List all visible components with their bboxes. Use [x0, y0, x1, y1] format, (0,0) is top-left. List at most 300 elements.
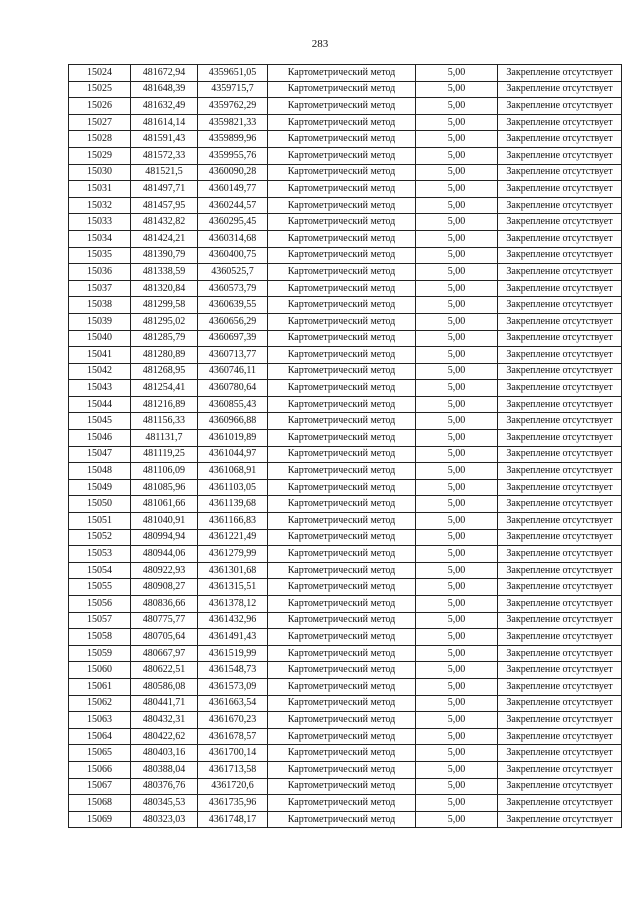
method-cell: Картометрический метод: [268, 712, 416, 729]
point-number-cell: 15032: [69, 197, 131, 214]
x-coordinate-cell: 480775,77: [131, 612, 198, 629]
point-number-cell: 15031: [69, 181, 131, 198]
table-row: [69, 197, 622, 214]
fixing-description-cell: Закрепление отсутствует: [498, 795, 622, 812]
accuracy-cell: 5,00: [416, 65, 498, 82]
point-number-cell: 15044: [69, 396, 131, 413]
method-cell: Картометрический метод: [268, 65, 416, 82]
method-cell: Картометрический метод: [268, 264, 416, 281]
method-cell: Картометрический метод: [268, 479, 416, 496]
method-cell: Картометрический метод: [268, 98, 416, 115]
fixing-description-cell: Закрепление отсутствует: [498, 330, 622, 347]
table-row: [69, 247, 622, 264]
y-coordinate-cell: 4361103,05: [198, 479, 268, 496]
point-number-cell: 15069: [69, 811, 131, 828]
method-cell: Картометрический метод: [268, 678, 416, 695]
method-cell: Картометрический метод: [268, 745, 416, 762]
y-coordinate-cell: 4361221,49: [198, 529, 268, 546]
point-number-cell: 15029: [69, 147, 131, 164]
x-coordinate-cell: 481216,89: [131, 396, 198, 413]
method-cell: Картометрический метод: [268, 313, 416, 330]
y-coordinate-cell: 4361519,99: [198, 645, 268, 662]
y-coordinate-cell: 4361166,83: [198, 513, 268, 530]
x-coordinate-cell: 481457,95: [131, 197, 198, 214]
x-coordinate-cell: 481268,95: [131, 363, 198, 380]
accuracy-cell: 5,00: [416, 596, 498, 613]
method-cell: Картометрический метод: [268, 413, 416, 430]
point-number-cell: 15051: [69, 513, 131, 530]
accuracy-cell: 5,00: [416, 811, 498, 828]
fixing-description-cell: Закрепление отсутствует: [498, 280, 622, 297]
x-coordinate-cell: 481497,71: [131, 181, 198, 198]
method-cell: Картометрический метод: [268, 513, 416, 530]
point-number-cell: 15056: [69, 596, 131, 613]
y-coordinate-cell: 4361548,73: [198, 662, 268, 679]
x-coordinate-cell: 480922,93: [131, 562, 198, 579]
fixing-description-cell: Закрепление отсутствует: [498, 513, 622, 530]
point-number-cell: 15050: [69, 496, 131, 513]
fixing-description-cell: Закрепление отсутствует: [498, 181, 622, 198]
method-cell: Картометрический метод: [268, 214, 416, 231]
method-cell: Картометрический метод: [268, 795, 416, 812]
point-number-cell: 15061: [69, 678, 131, 695]
accuracy-cell: 5,00: [416, 463, 498, 480]
y-coordinate-cell: 4361491,43: [198, 629, 268, 646]
table-row: [69, 330, 622, 347]
fixing-description-cell: Закрепление отсутствует: [498, 363, 622, 380]
table-row: [69, 728, 622, 745]
table-row: [69, 264, 622, 281]
point-number-cell: 15045: [69, 413, 131, 430]
y-coordinate-cell: 4360966,88: [198, 413, 268, 430]
x-coordinate-cell: 481061,66: [131, 496, 198, 513]
x-coordinate-cell: 480323,03: [131, 811, 198, 828]
y-coordinate-cell: 4361663,54: [198, 695, 268, 712]
coordinates-table: [68, 64, 622, 828]
method-cell: Картометрический метод: [268, 811, 416, 828]
point-number-cell: 15026: [69, 98, 131, 115]
table-row: [69, 562, 622, 579]
point-number-cell: 15025: [69, 81, 131, 98]
table-row: [69, 347, 622, 364]
x-coordinate-cell: 481119,25: [131, 446, 198, 463]
y-coordinate-cell: 4360713,77: [198, 347, 268, 364]
point-number-cell: 15027: [69, 114, 131, 131]
y-coordinate-cell: 4361068,91: [198, 463, 268, 480]
table-row: [69, 430, 622, 447]
fixing-description-cell: Закрепление отсутствует: [498, 529, 622, 546]
y-coordinate-cell: 4360780,64: [198, 380, 268, 397]
x-coordinate-cell: 481280,89: [131, 347, 198, 364]
point-number-cell: 15028: [69, 131, 131, 148]
method-cell: Картометрический метод: [268, 380, 416, 397]
table-body: [69, 65, 622, 828]
x-coordinate-cell: 481106,09: [131, 463, 198, 480]
y-coordinate-cell: 4361670,23: [198, 712, 268, 729]
method-cell: Картометрический метод: [268, 297, 416, 314]
x-coordinate-cell: 480403,16: [131, 745, 198, 762]
method-cell: Картометрический метод: [268, 529, 416, 546]
y-coordinate-cell: 4361044,97: [198, 446, 268, 463]
fixing-description-cell: Закрепление отсутствует: [498, 65, 622, 82]
accuracy-cell: 5,00: [416, 313, 498, 330]
fixing-description-cell: Закрепление отсутствует: [498, 446, 622, 463]
point-number-cell: 15047: [69, 446, 131, 463]
fixing-description-cell: Закрепление отсутствует: [498, 745, 622, 762]
fixing-description-cell: Закрепление отсутствует: [498, 612, 622, 629]
table-row: [69, 612, 622, 629]
x-coordinate-cell: 480376,76: [131, 778, 198, 795]
fixing-description-cell: Закрепление отсутствует: [498, 164, 622, 181]
accuracy-cell: 5,00: [416, 612, 498, 629]
accuracy-cell: 5,00: [416, 645, 498, 662]
table-row: [69, 396, 622, 413]
fixing-description-cell: Закрепление отсутствует: [498, 380, 622, 397]
accuracy-cell: 5,00: [416, 728, 498, 745]
accuracy-cell: 5,00: [416, 513, 498, 530]
method-cell: Картометрический метод: [268, 778, 416, 795]
accuracy-cell: 5,00: [416, 678, 498, 695]
y-coordinate-cell: 4361678,57: [198, 728, 268, 745]
x-coordinate-cell: 481040,91: [131, 513, 198, 530]
point-number-cell: 15052: [69, 529, 131, 546]
x-coordinate-cell: 480586,08: [131, 678, 198, 695]
point-number-cell: 15063: [69, 712, 131, 729]
x-coordinate-cell: 481254,41: [131, 380, 198, 397]
fixing-description-cell: Закрепление отсутствует: [498, 695, 622, 712]
point-number-cell: 15030: [69, 164, 131, 181]
accuracy-cell: 5,00: [416, 363, 498, 380]
fixing-description-cell: Закрепление отсутствует: [498, 811, 622, 828]
fixing-description-cell: Закрепление отсутствует: [498, 596, 622, 613]
x-coordinate-cell: 481632,49: [131, 98, 198, 115]
point-number-cell: 15040: [69, 330, 131, 347]
method-cell: Картометрический метод: [268, 363, 416, 380]
fixing-description-cell: Закрепление отсутствует: [498, 413, 622, 430]
x-coordinate-cell: 480622,51: [131, 662, 198, 679]
fixing-description-cell: Закрепление отсутствует: [498, 264, 622, 281]
point-number-cell: 15059: [69, 645, 131, 662]
table-row: [69, 114, 622, 131]
point-number-cell: 15064: [69, 728, 131, 745]
accuracy-cell: 5,00: [416, 662, 498, 679]
fixing-description-cell: Закрепление отсутствует: [498, 496, 622, 513]
table-row: [69, 413, 622, 430]
table-row: [69, 529, 622, 546]
point-number-cell: 15038: [69, 297, 131, 314]
point-number-cell: 15042: [69, 363, 131, 380]
point-number-cell: 15062: [69, 695, 131, 712]
fixing-description-cell: Закрепление отсутствует: [498, 662, 622, 679]
y-coordinate-cell: 4361279,99: [198, 546, 268, 563]
x-coordinate-cell: 480836,66: [131, 596, 198, 613]
x-coordinate-cell: 481320,84: [131, 280, 198, 297]
accuracy-cell: 5,00: [416, 496, 498, 513]
point-number-cell: 15039: [69, 313, 131, 330]
accuracy-cell: 5,00: [416, 795, 498, 812]
accuracy-cell: 5,00: [416, 131, 498, 148]
x-coordinate-cell: 481285,79: [131, 330, 198, 347]
fixing-description-cell: Закрепление отсутствует: [498, 214, 622, 231]
table-row: [69, 65, 622, 82]
accuracy-cell: 5,00: [416, 396, 498, 413]
y-coordinate-cell: 4359899,96: [198, 131, 268, 148]
method-cell: Картометрический метод: [268, 430, 416, 447]
accuracy-cell: 5,00: [416, 214, 498, 231]
fixing-description-cell: Закрепление отсутствует: [498, 247, 622, 264]
y-coordinate-cell: 4359821,33: [198, 114, 268, 131]
table-row: [69, 380, 622, 397]
x-coordinate-cell: 480944,06: [131, 546, 198, 563]
x-coordinate-cell: 480705,64: [131, 629, 198, 646]
fixing-description-cell: Закрепление отсутствует: [498, 147, 622, 164]
fixing-description-cell: Закрепление отсутствует: [498, 463, 622, 480]
accuracy-cell: 5,00: [416, 778, 498, 795]
y-coordinate-cell: 4360656,29: [198, 313, 268, 330]
y-coordinate-cell: 4361301,68: [198, 562, 268, 579]
method-cell: Картометрический метод: [268, 645, 416, 662]
y-coordinate-cell: 4361748,17: [198, 811, 268, 828]
point-number-cell: 15053: [69, 546, 131, 563]
accuracy-cell: 5,00: [416, 297, 498, 314]
table-row: [69, 629, 622, 646]
method-cell: Картометрический метод: [268, 280, 416, 297]
x-coordinate-cell: 481390,79: [131, 247, 198, 264]
x-coordinate-cell: 480422,62: [131, 728, 198, 745]
fixing-description-cell: Закрепление отсутствует: [498, 778, 622, 795]
table-row: [69, 164, 622, 181]
method-cell: Картометрический метод: [268, 463, 416, 480]
x-coordinate-cell: 480667,97: [131, 645, 198, 662]
method-cell: Картометрический метод: [268, 695, 416, 712]
table-row: [69, 363, 622, 380]
y-coordinate-cell: 4360314,68: [198, 230, 268, 247]
point-number-cell: 15057: [69, 612, 131, 629]
y-coordinate-cell: 4360746,11: [198, 363, 268, 380]
fixing-description-cell: Закрепление отсутствует: [498, 712, 622, 729]
table-row: [69, 147, 622, 164]
x-coordinate-cell: 480388,04: [131, 761, 198, 778]
table-row: [69, 81, 622, 98]
y-coordinate-cell: 4360090,28: [198, 164, 268, 181]
fixing-description-cell: Закрепление отсутствует: [498, 479, 622, 496]
table-row: [69, 662, 622, 679]
table-row: [69, 695, 622, 712]
x-coordinate-cell: 481156,33: [131, 413, 198, 430]
method-cell: Картометрический метод: [268, 347, 416, 364]
fixing-description-cell: Закрепление отсутствует: [498, 396, 622, 413]
y-coordinate-cell: 4361378,12: [198, 596, 268, 613]
method-cell: Картометрический метод: [268, 81, 416, 98]
y-coordinate-cell: 4359715,7: [198, 81, 268, 98]
x-coordinate-cell: 481672,94: [131, 65, 198, 82]
point-number-cell: 15060: [69, 662, 131, 679]
accuracy-cell: 5,00: [416, 579, 498, 596]
x-coordinate-cell: 481424,21: [131, 230, 198, 247]
point-number-cell: 15043: [69, 380, 131, 397]
x-coordinate-cell: 481432,82: [131, 214, 198, 231]
method-cell: Картометрический метод: [268, 562, 416, 579]
y-coordinate-cell: 4360149,77: [198, 181, 268, 198]
point-number-cell: 15049: [69, 479, 131, 496]
table-row: [69, 131, 622, 148]
table-row: [69, 214, 622, 231]
accuracy-cell: 5,00: [416, 147, 498, 164]
accuracy-cell: 5,00: [416, 98, 498, 115]
method-cell: Картометрический метод: [268, 662, 416, 679]
fixing-description-cell: Закрепление отсутствует: [498, 197, 622, 214]
method-cell: Картометрический метод: [268, 761, 416, 778]
point-number-cell: 15067: [69, 778, 131, 795]
method-cell: Картометрический метод: [268, 164, 416, 181]
fixing-description-cell: Закрепление отсутствует: [498, 114, 622, 131]
x-coordinate-cell: 481131,7: [131, 430, 198, 447]
y-coordinate-cell: 4361573,09: [198, 678, 268, 695]
accuracy-cell: 5,00: [416, 712, 498, 729]
point-number-cell: 15036: [69, 264, 131, 281]
y-coordinate-cell: 4360525,7: [198, 264, 268, 281]
table-row: [69, 579, 622, 596]
table-row: [69, 645, 622, 662]
x-coordinate-cell: 480345,53: [131, 795, 198, 812]
accuracy-cell: 5,00: [416, 695, 498, 712]
y-coordinate-cell: 4360639,55: [198, 297, 268, 314]
point-number-cell: 15055: [69, 579, 131, 596]
accuracy-cell: 5,00: [416, 164, 498, 181]
x-coordinate-cell: 480994,94: [131, 529, 198, 546]
x-coordinate-cell: 480432,31: [131, 712, 198, 729]
fixing-description-cell: Закрепление отсутствует: [498, 81, 622, 98]
y-coordinate-cell: 4360697,39: [198, 330, 268, 347]
fixing-description-cell: Закрепление отсутствует: [498, 131, 622, 148]
point-number-cell: 15035: [69, 247, 131, 264]
method-cell: Картометрический метод: [268, 612, 416, 629]
y-coordinate-cell: 4361700,14: [198, 745, 268, 762]
method-cell: Картометрический метод: [268, 131, 416, 148]
fixing-description-cell: Закрепление отсутствует: [498, 230, 622, 247]
point-number-cell: 15048: [69, 463, 131, 480]
table-row: [69, 596, 622, 613]
accuracy-cell: 5,00: [416, 413, 498, 430]
method-cell: Картометрический метод: [268, 579, 416, 596]
method-cell: Картометрический метод: [268, 546, 416, 563]
y-coordinate-cell: 4360244,57: [198, 197, 268, 214]
accuracy-cell: 5,00: [416, 347, 498, 364]
x-coordinate-cell: 481614,14: [131, 114, 198, 131]
fixing-description-cell: Закрепление отсутствует: [498, 297, 622, 314]
point-number-cell: 15058: [69, 629, 131, 646]
table-row: [69, 463, 622, 480]
fixing-description-cell: Закрепление отсутствует: [498, 313, 622, 330]
table-row: [69, 795, 622, 812]
method-cell: Картометрический метод: [268, 496, 416, 513]
table-row: [69, 230, 622, 247]
point-number-cell: 15034: [69, 230, 131, 247]
table-row: [69, 297, 622, 314]
method-cell: Картометрический метод: [268, 330, 416, 347]
accuracy-cell: 5,00: [416, 81, 498, 98]
method-cell: Картометрический метод: [268, 114, 416, 131]
fixing-description-cell: Закрепление отсутствует: [498, 430, 622, 447]
y-coordinate-cell: 4361139,68: [198, 496, 268, 513]
y-coordinate-cell: 4361735,96: [198, 795, 268, 812]
page-number: 283: [311, 38, 329, 50]
x-coordinate-cell: 481085,96: [131, 479, 198, 496]
y-coordinate-cell: 4359955,76: [198, 147, 268, 164]
table-row: [69, 496, 622, 513]
point-number-cell: 15033: [69, 214, 131, 231]
y-coordinate-cell: 4361720,6: [198, 778, 268, 795]
table-row: [69, 712, 622, 729]
y-coordinate-cell: 4360295,45: [198, 214, 268, 231]
method-cell: Картометрический метод: [268, 396, 416, 413]
point-number-cell: 15065: [69, 745, 131, 762]
point-number-cell: 15066: [69, 761, 131, 778]
fixing-description-cell: Закрепление отсутствует: [498, 98, 622, 115]
table-row: [69, 513, 622, 530]
table-row: [69, 546, 622, 563]
x-coordinate-cell: 481295,02: [131, 313, 198, 330]
method-cell: Картометрический метод: [268, 147, 416, 164]
y-coordinate-cell: 4361315,51: [198, 579, 268, 596]
table-row: [69, 313, 622, 330]
fixing-description-cell: Закрепление отсутствует: [498, 347, 622, 364]
accuracy-cell: 5,00: [416, 197, 498, 214]
fixing-description-cell: Закрепление отсутствует: [498, 678, 622, 695]
y-coordinate-cell: 4361713,58: [198, 761, 268, 778]
y-coordinate-cell: 4361019,89: [198, 430, 268, 447]
table-row: [69, 280, 622, 297]
y-coordinate-cell: 4360573,79: [198, 280, 268, 297]
table-row: [69, 678, 622, 695]
accuracy-cell: 5,00: [416, 529, 498, 546]
x-coordinate-cell: 481299,58: [131, 297, 198, 314]
accuracy-cell: 5,00: [416, 745, 498, 762]
accuracy-cell: 5,00: [416, 181, 498, 198]
method-cell: Картометрический метод: [268, 446, 416, 463]
table-row: [69, 181, 622, 198]
table-row: [69, 479, 622, 496]
fixing-description-cell: Закрепление отсутствует: [498, 629, 622, 646]
point-number-cell: 15024: [69, 65, 131, 82]
fixing-description-cell: Закрепление отсутствует: [498, 728, 622, 745]
accuracy-cell: 5,00: [416, 479, 498, 496]
table-row: [69, 811, 622, 828]
table-row: [69, 778, 622, 795]
table-row: [69, 446, 622, 463]
accuracy-cell: 5,00: [416, 446, 498, 463]
method-cell: Картометрический метод: [268, 728, 416, 745]
accuracy-cell: 5,00: [416, 629, 498, 646]
method-cell: Картометрический метод: [268, 247, 416, 264]
point-number-cell: 15041: [69, 347, 131, 364]
accuracy-cell: 5,00: [416, 430, 498, 447]
y-coordinate-cell: 4361432,96: [198, 612, 268, 629]
accuracy-cell: 5,00: [416, 761, 498, 778]
accuracy-cell: 5,00: [416, 264, 498, 281]
fixing-description-cell: Закрепление отсутствует: [498, 562, 622, 579]
y-coordinate-cell: 4359651,05: [198, 65, 268, 82]
accuracy-cell: 5,00: [416, 546, 498, 563]
point-number-cell: 15046: [69, 430, 131, 447]
x-coordinate-cell: 481521,5: [131, 164, 198, 181]
y-coordinate-cell: 4360855,43: [198, 396, 268, 413]
method-cell: Картометрический метод: [268, 230, 416, 247]
fixing-description-cell: Закрепление отсутствует: [498, 761, 622, 778]
fixing-description-cell: Закрепление отсутствует: [498, 546, 622, 563]
accuracy-cell: 5,00: [416, 562, 498, 579]
table-row: [69, 745, 622, 762]
